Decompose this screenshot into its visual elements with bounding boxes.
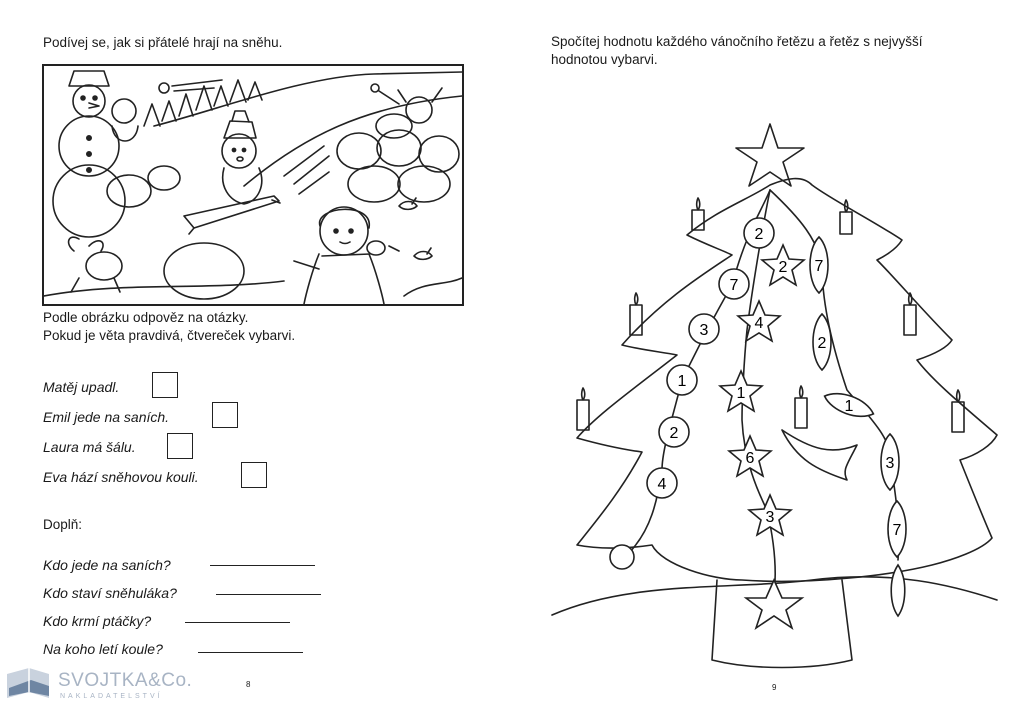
question-text: Na koho letí koule? — [43, 641, 163, 657]
statement-text: Emil jede na saních. — [43, 409, 170, 425]
chain-circle — [719, 269, 749, 299]
publisher-logo: SVOJTKA&Co. — [58, 670, 193, 691]
svg-text:3: 3 — [765, 509, 775, 526]
statement-text: Eva hází sněhovou kouli. — [43, 469, 199, 485]
answer-line[interactable] — [185, 622, 290, 623]
svg-text:4: 4 — [657, 476, 667, 493]
svg-text:1: 1 — [844, 398, 854, 415]
candle — [952, 390, 964, 432]
chain-star — [749, 495, 791, 535]
answer-line[interactable] — [216, 594, 321, 595]
question-text: Kdo jede na saních? — [43, 557, 171, 573]
statement-checkbox[interactable] — [152, 372, 178, 398]
chain-circle — [667, 365, 697, 395]
chain-leaf — [881, 434, 899, 490]
candle — [840, 200, 852, 234]
statement-text: Matěj upadl. — [43, 379, 120, 395]
svg-text:3: 3 — [885, 455, 895, 472]
chain-circle — [659, 417, 689, 447]
svg-text:2: 2 — [778, 259, 788, 276]
winter-scene-illustration — [42, 64, 464, 306]
chain-leaf — [810, 237, 828, 293]
chain-circle — [744, 218, 774, 248]
chain-star — [720, 371, 762, 411]
svg-text:7: 7 — [892, 522, 902, 539]
right-page — [512, 0, 1024, 709]
fill-in-label: Doplň: — [43, 517, 83, 532]
candle — [692, 198, 704, 230]
svg-text:2: 2 — [754, 226, 764, 243]
chain-star — [738, 301, 780, 341]
book-icon — [5, 666, 51, 702]
statement-checkbox[interactable] — [212, 402, 238, 428]
svg-text:1: 1 — [677, 373, 687, 390]
tree-top-star — [736, 124, 804, 186]
candle — [795, 386, 807, 428]
svg-text:3: 3 — [699, 322, 709, 339]
instruction-line-1: Podle obrázku odpověz na otázky. — [43, 310, 249, 325]
candle — [577, 388, 589, 430]
answer-line[interactable] — [198, 652, 303, 653]
right-heading-line-1: Spočítej hodnotu každého vánočního řetězu a řetěz s nejvyšší — [551, 34, 923, 49]
answer-line[interactable] — [210, 565, 315, 566]
page-number: 8 — [246, 680, 251, 689]
svg-text:4: 4 — [754, 315, 764, 332]
chain-star — [729, 436, 771, 476]
svg-text:7: 7 — [729, 277, 739, 294]
chain-circle — [689, 314, 719, 344]
statement-checkbox[interactable] — [167, 433, 193, 459]
instruction-line-2: Pokud je věta pravdivá, čtvereček vybarvi. — [43, 328, 296, 343]
page-number: 9 — [772, 683, 777, 692]
publisher-subtitle: NAKLADATELSTVÍ — [60, 693, 163, 700]
chain-leaf — [813, 314, 831, 370]
right-heading-line-2: hodnotou vybarvi. — [551, 52, 658, 67]
candle — [630, 293, 642, 335]
christmas-tree-illustration — [512, 60, 1024, 700]
question-text: Kdo krmí ptáčky? — [43, 613, 152, 629]
winter-scene-drawing — [44, 66, 462, 304]
question-text: Kdo staví sněhuláka? — [43, 585, 177, 601]
chain-leaf — [888, 501, 906, 557]
leaf-chain — [810, 237, 906, 557]
svg-text:2: 2 — [669, 425, 679, 442]
statement-text: Laura má šálu. — [43, 439, 136, 455]
chain-circle — [647, 468, 677, 498]
svg-text:1: 1 — [736, 385, 746, 402]
statement-checkbox[interactable] — [241, 462, 267, 488]
chain-star — [762, 245, 804, 285]
svg-text:2: 2 — [817, 335, 827, 352]
svg-text:6: 6 — [745, 450, 755, 467]
left-heading: Podívej se, jak si přátelé hrají na sněhu. — [43, 35, 283, 50]
svg-text:7: 7 — [814, 258, 824, 275]
